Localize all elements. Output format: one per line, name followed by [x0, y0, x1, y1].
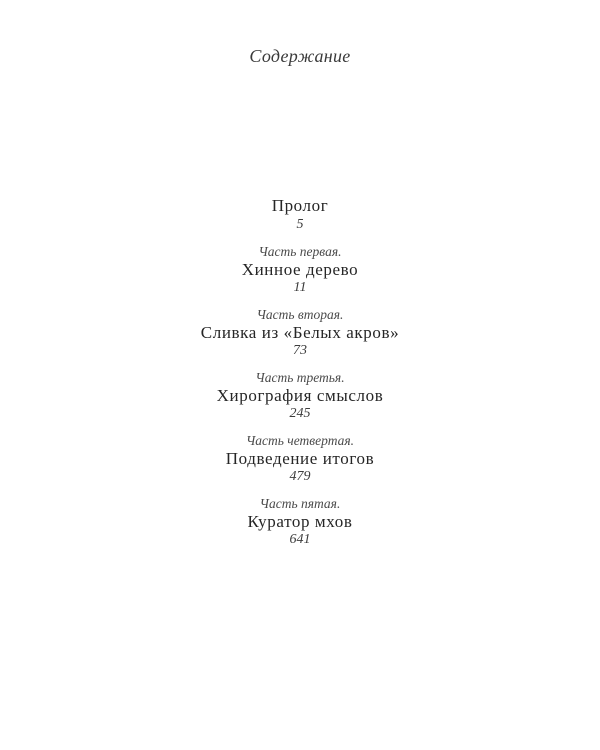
entry-title: Куратор мхов — [247, 512, 353, 531]
entry-title: Хирография смыслов — [216, 386, 384, 405]
entry-title: Сливка из «Белых акров» — [200, 323, 400, 342]
toc-entry-part-1 — [0, 244, 600, 296]
toc-entry-part-3 — [0, 370, 600, 422]
entry-page-number: 641 — [289, 532, 311, 547]
entry-page-number: 479 — [289, 469, 311, 484]
part-label: Часть вторая. — [256, 307, 344, 322]
entry-page-number: 5 — [296, 217, 304, 232]
toc-list — [0, 195, 600, 548]
part-label: Часть четвертая. — [245, 433, 355, 448]
toc-entry-prologue — [0, 195, 600, 233]
entry-title: Пролог — [271, 196, 329, 215]
entry-title: Подведение итогов — [225, 449, 375, 468]
entry-page-number: 73 — [293, 343, 307, 358]
part-label: Часть пятая. — [259, 496, 341, 511]
entry-title: Хинное дерево — [241, 260, 359, 279]
part-label: Часть первая. — [258, 244, 342, 259]
toc-entry-part-5 — [0, 496, 600, 548]
toc-heading: Содержание — [249, 46, 351, 66]
part-label: Часть третья. — [255, 370, 345, 385]
entry-page-number: 245 — [289, 406, 311, 421]
entry-page-number: 11 — [293, 280, 307, 295]
toc-entry-part-2 — [0, 307, 600, 359]
toc-entry-part-4 — [0, 433, 600, 485]
